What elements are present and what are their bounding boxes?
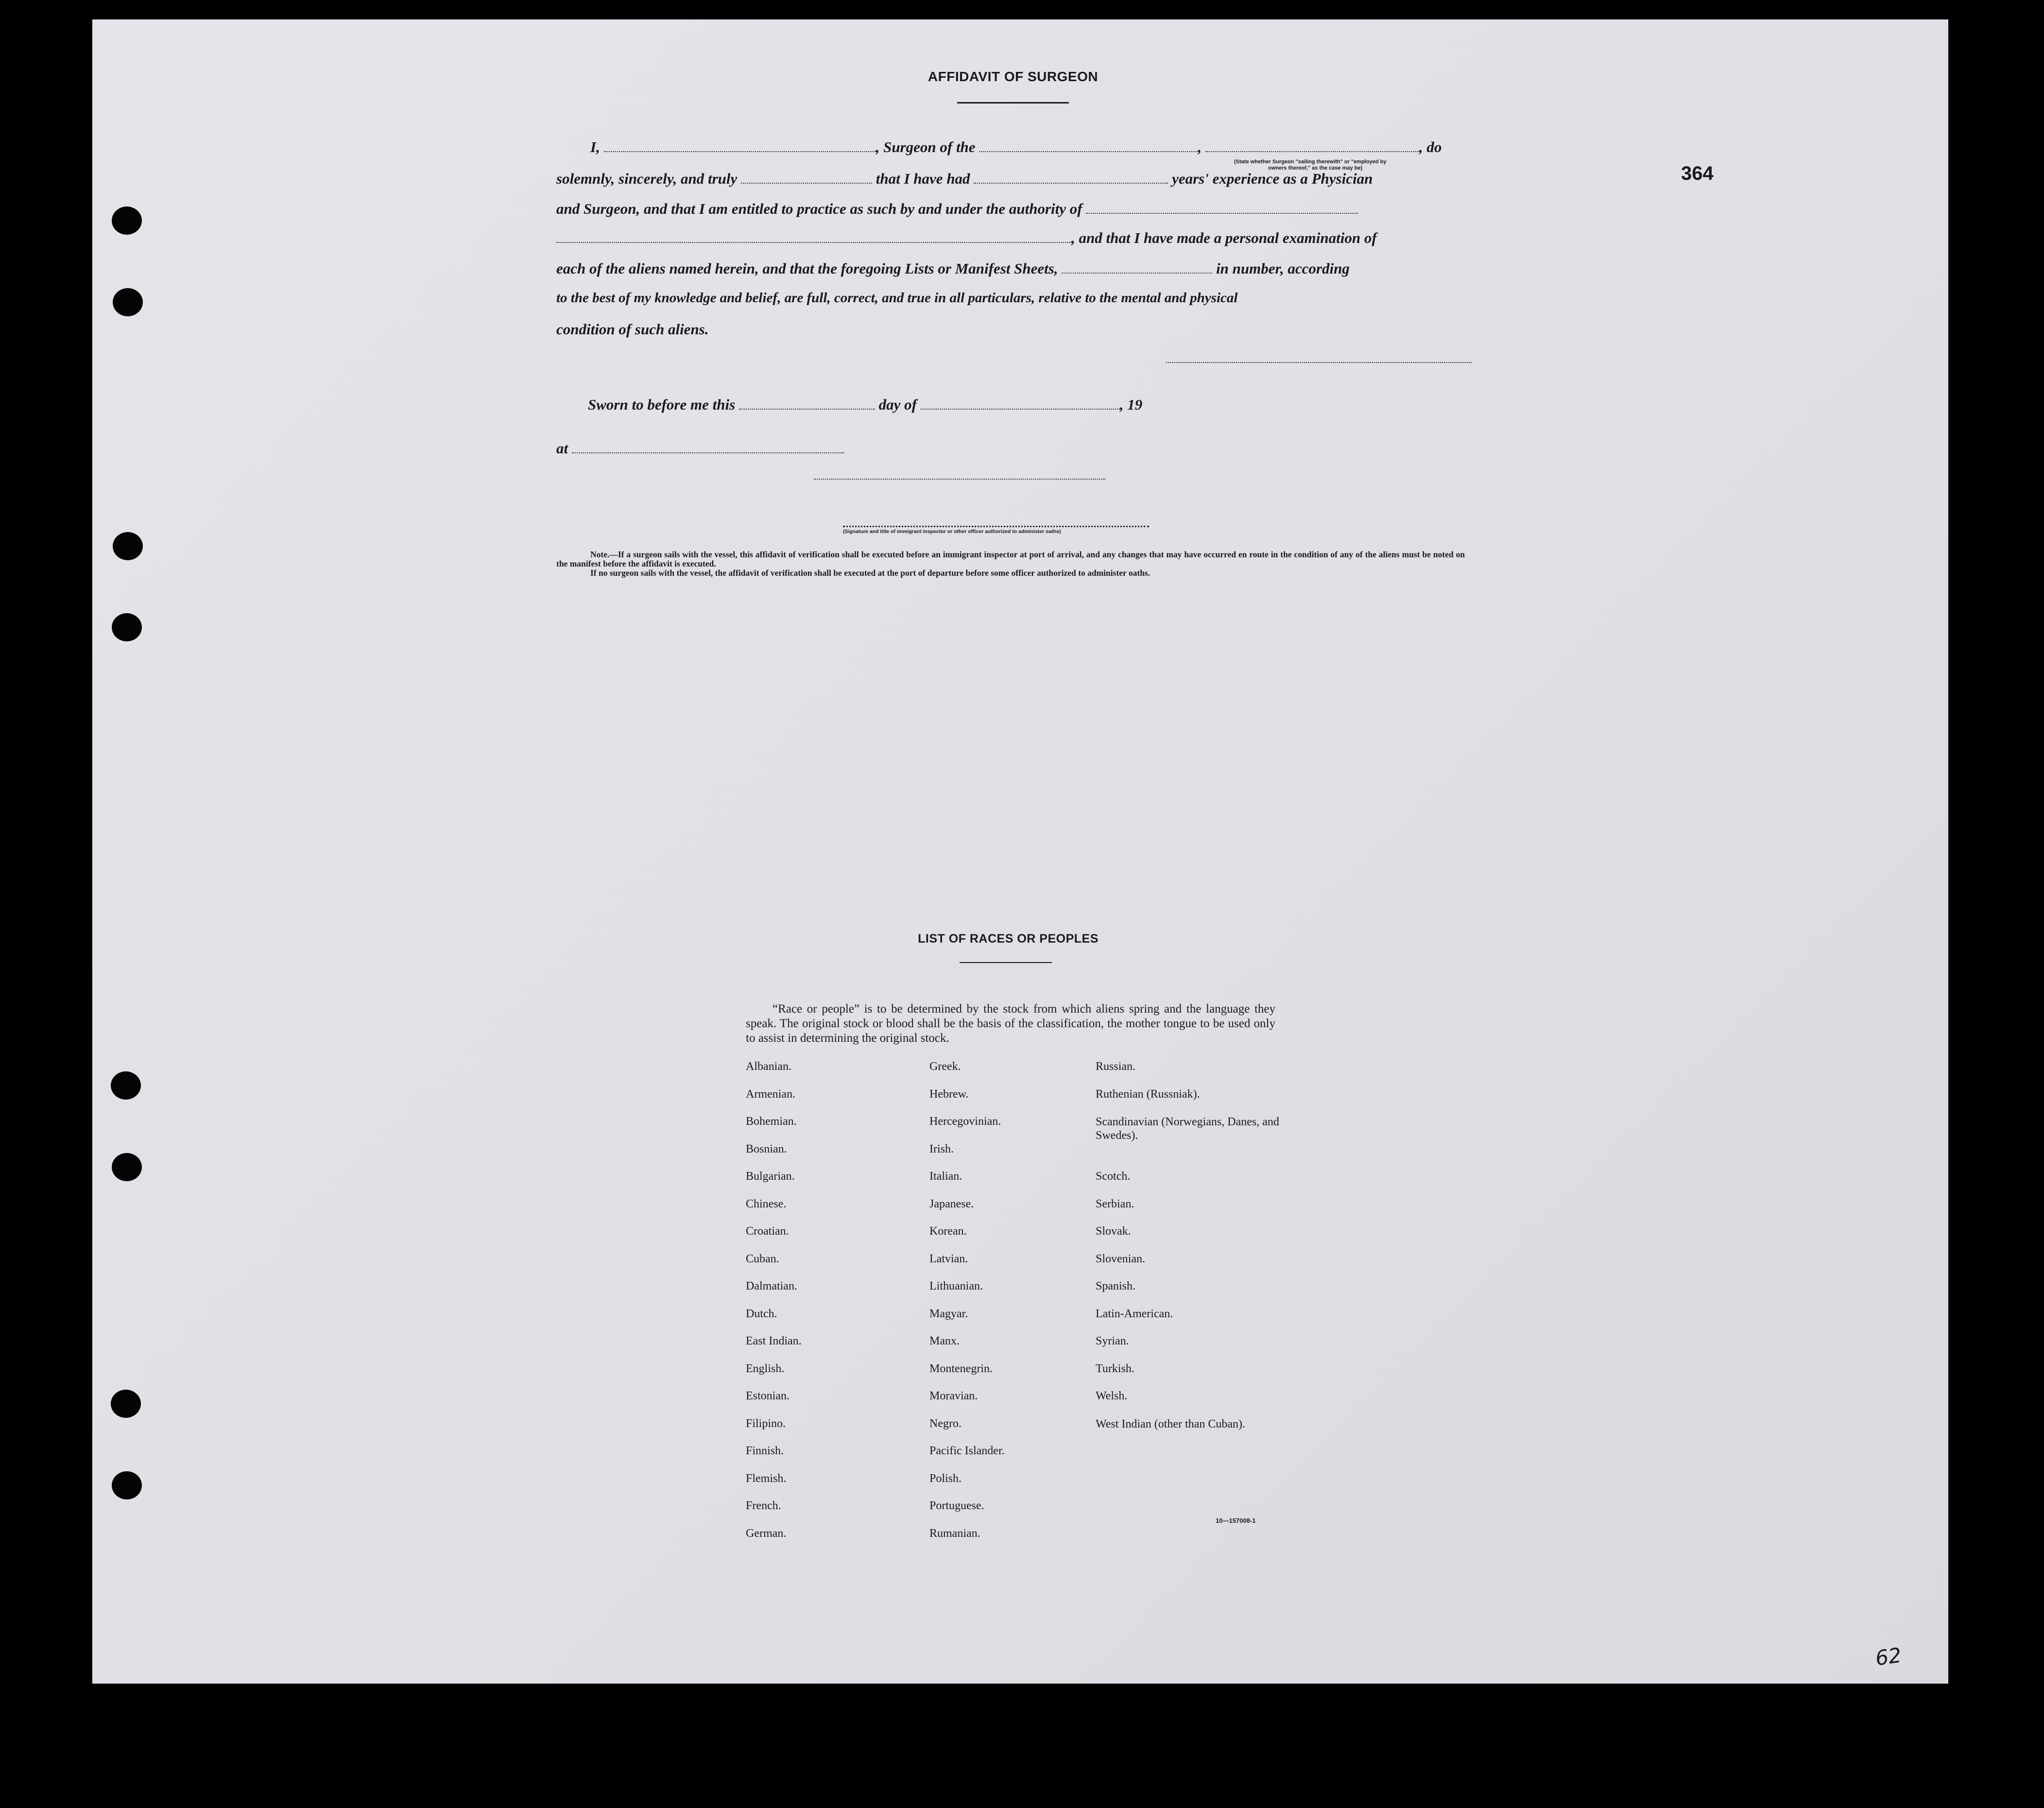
affidavit-line-5 [556, 260, 1350, 277]
document-page [92, 19, 1948, 1684]
race-item: Hebrew. [929, 1087, 969, 1101]
page-number: 364 [1681, 163, 1714, 184]
race-item: West Indian (other than Cuban). [1096, 1417, 1245, 1430]
race-item: Flemish. [746, 1472, 787, 1485]
line-5-text-a: each of the aliens named herein, and that the foregoing Lists or Manifest Sheets, [556, 260, 1058, 277]
sworn-day-blank[interactable] [739, 408, 875, 410]
races-intro: “Race or people” is to be determined by the stock from which aliens spring and the language they speak. The original stock or blood shall be the basis of the classification, the mother tongue to be used only to assist in determining the original stock. [746, 1002, 1275, 1045]
race-item: German. [746, 1527, 787, 1540]
surgeon-name-blank[interactable] [604, 151, 876, 152]
line-2-text-a: solemnly, sincerely, and truly [556, 170, 738, 187]
race-item: Rumanian. [929, 1527, 980, 1540]
race-item: East Indian. [746, 1335, 802, 1347]
race-item: Polish. [929, 1472, 962, 1485]
line-2-text-b: that I have had [876, 170, 970, 187]
races-title-underline [960, 962, 1052, 963]
race-item: Armenian. [746, 1087, 795, 1101]
race-item: Scandinavian (Norwegians, Danes, and Swedes). [1096, 1116, 1279, 1142]
race-item: Bulgarian. [746, 1170, 795, 1183]
line-5-text-b: in number, according [1216, 260, 1350, 277]
races-title: LIST OF RACES OR PEOPLES [918, 932, 1099, 946]
race-item: Filipino. [746, 1417, 786, 1430]
affidavit-note [556, 550, 1465, 578]
affidavit-line-7: condition of such aliens. [556, 321, 709, 338]
race-item: Japanese. [929, 1197, 974, 1210]
race-item: Bohemian. [746, 1115, 797, 1128]
race-item: Moravian. [929, 1390, 978, 1402]
handwritten-number: 62 [1873, 1643, 1903, 1670]
race-item: Latvian. [929, 1252, 968, 1265]
race-item: Turkish. [1096, 1362, 1134, 1375]
race-item: Greek. [929, 1060, 961, 1073]
races-column-1 [746, 1060, 802, 1554]
line-1-text-b: , Surgeon of the [876, 138, 976, 155]
race-item: Negro. [929, 1417, 962, 1430]
race-item: Irish. [929, 1142, 954, 1155]
race-item: Albanian. [746, 1060, 791, 1073]
sheets-number-blank[interactable] [1062, 272, 1212, 274]
note-paragraph-1: Note.—If a surgeon sails with the vessel, this affidavit of verification shall be executed before an immigrant inspector at port of arrival, and any changes that may have occurred en route in the condition of any of the aliens must be noted on the manifest before the affidavit is executed. [556, 550, 1465, 568]
vessel-name-blank[interactable] [979, 151, 1198, 152]
race-item: Syrian. [1096, 1335, 1129, 1347]
signature-caption: (Signature and title of immigrant inspector or other officer authorized to administer oaths) [843, 529, 1061, 534]
race-item: Cuban. [746, 1252, 779, 1265]
races-column-2 [929, 1060, 1005, 1554]
line-3-text-a: and Surgeon, and that I am entitled to practice as such by and under the authority of [556, 200, 1082, 217]
race-item: Spanish. [1096, 1280, 1136, 1292]
race-item: Hercegovinian. [929, 1115, 1001, 1128]
surgeon-status-note-1: (State whether Surgeon "sailing therewith" or "employed by [1234, 159, 1387, 165]
sworn-line [556, 396, 1142, 413]
race-item: Chinese. [746, 1197, 787, 1210]
race-item: Portuguese. [929, 1499, 984, 1512]
race-item: Magyar. [929, 1307, 968, 1320]
at-label: at [556, 440, 568, 457]
punch-hole [111, 1390, 141, 1418]
race-item: Manx. [929, 1335, 960, 1347]
authority-continued-blank[interactable] [556, 241, 1071, 243]
affidavit-line-4 [556, 229, 1377, 247]
authority-blank[interactable] [1086, 212, 1358, 214]
line-2-text-c: years' experience as a Physician [1172, 170, 1373, 187]
line-1-text-c: , [1198, 138, 1202, 155]
line-1-text-a: I, [590, 138, 600, 155]
sworn-text-b: day of [878, 396, 917, 413]
race-item: Bosnian. [746, 1142, 787, 1155]
race-item: French. [746, 1499, 781, 1512]
race-item: Finnish. [746, 1445, 784, 1457]
race-item: Estonian. [746, 1390, 790, 1402]
inspector-title-line[interactable] [843, 526, 1149, 527]
races-column-3 [1096, 1060, 1280, 1445]
race-item: Montenegrin. [929, 1362, 993, 1375]
years-experience-blank[interactable] [974, 182, 1168, 184]
race-item: Russian. [1096, 1060, 1136, 1073]
race-item: Pacific Islander. [929, 1445, 1005, 1457]
line-4-text-a: , and that I have made a personal examination of [1071, 229, 1377, 246]
surgeon-signature-line[interactable] [1166, 362, 1472, 363]
inspector-signature-line[interactable] [814, 479, 1105, 480]
title-underline [957, 102, 1069, 103]
race-item: Italian. [929, 1170, 962, 1183]
punch-hole [111, 1071, 141, 1100]
race-item: Korean. [929, 1225, 967, 1238]
surgeon-status-note-2: owners thereof," as the case may be) [1268, 165, 1363, 171]
punch-hole [112, 1471, 142, 1499]
sworn-month-blank[interactable] [921, 408, 1120, 410]
race-item: Latin-American. [1096, 1307, 1173, 1320]
race-item: Serbian. [1096, 1197, 1134, 1210]
race-item: Lithuanian. [929, 1280, 983, 1292]
affidavit-line-6: to the best of my knowledge and belief, are full, correct, and true in all particulars, relative to the mental and physical [556, 290, 1238, 306]
punch-hole [112, 613, 142, 641]
form-code: 10—157008-1 [1216, 1517, 1256, 1524]
race-item: Dalmatian. [746, 1280, 797, 1292]
punch-hole [112, 1153, 142, 1181]
race-item: Welsh. [1096, 1390, 1128, 1402]
race-item: Slovenian. [1096, 1252, 1145, 1265]
race-item: Dutch. [746, 1307, 777, 1320]
affidavit-line-2 [556, 170, 1373, 188]
oath-type-blank[interactable] [741, 182, 872, 184]
surgeon-status-blank[interactable] [1205, 151, 1419, 152]
affidavit-line-1 [556, 138, 1442, 156]
race-item: Croatian. [746, 1225, 789, 1238]
punch-hole [113, 288, 143, 316]
note-paragraph-2: If no surgeon sails with the vessel, the affidavit of verification shall be executed at the port of departure before some officer authorized to administer oaths. [590, 568, 1151, 578]
punch-hole [112, 207, 142, 235]
race-item: Scotch. [1096, 1170, 1131, 1183]
affidavit-line-3 [556, 200, 1358, 218]
race-item: English. [746, 1362, 785, 1375]
place-blank[interactable] [572, 452, 844, 453]
race-item: Slovak. [1096, 1225, 1131, 1238]
race-item: Ruthenian (Russniak). [1096, 1087, 1200, 1101]
sworn-text-a: Sworn to before me this [588, 396, 736, 413]
line-1-text-d: , do [1419, 138, 1442, 155]
affidavit-title: AFFIDAVIT OF SURGEON [928, 69, 1099, 84]
at-line [556, 440, 844, 457]
sworn-text-c: , 19 [1119, 396, 1143, 413]
punch-hole [113, 532, 143, 560]
